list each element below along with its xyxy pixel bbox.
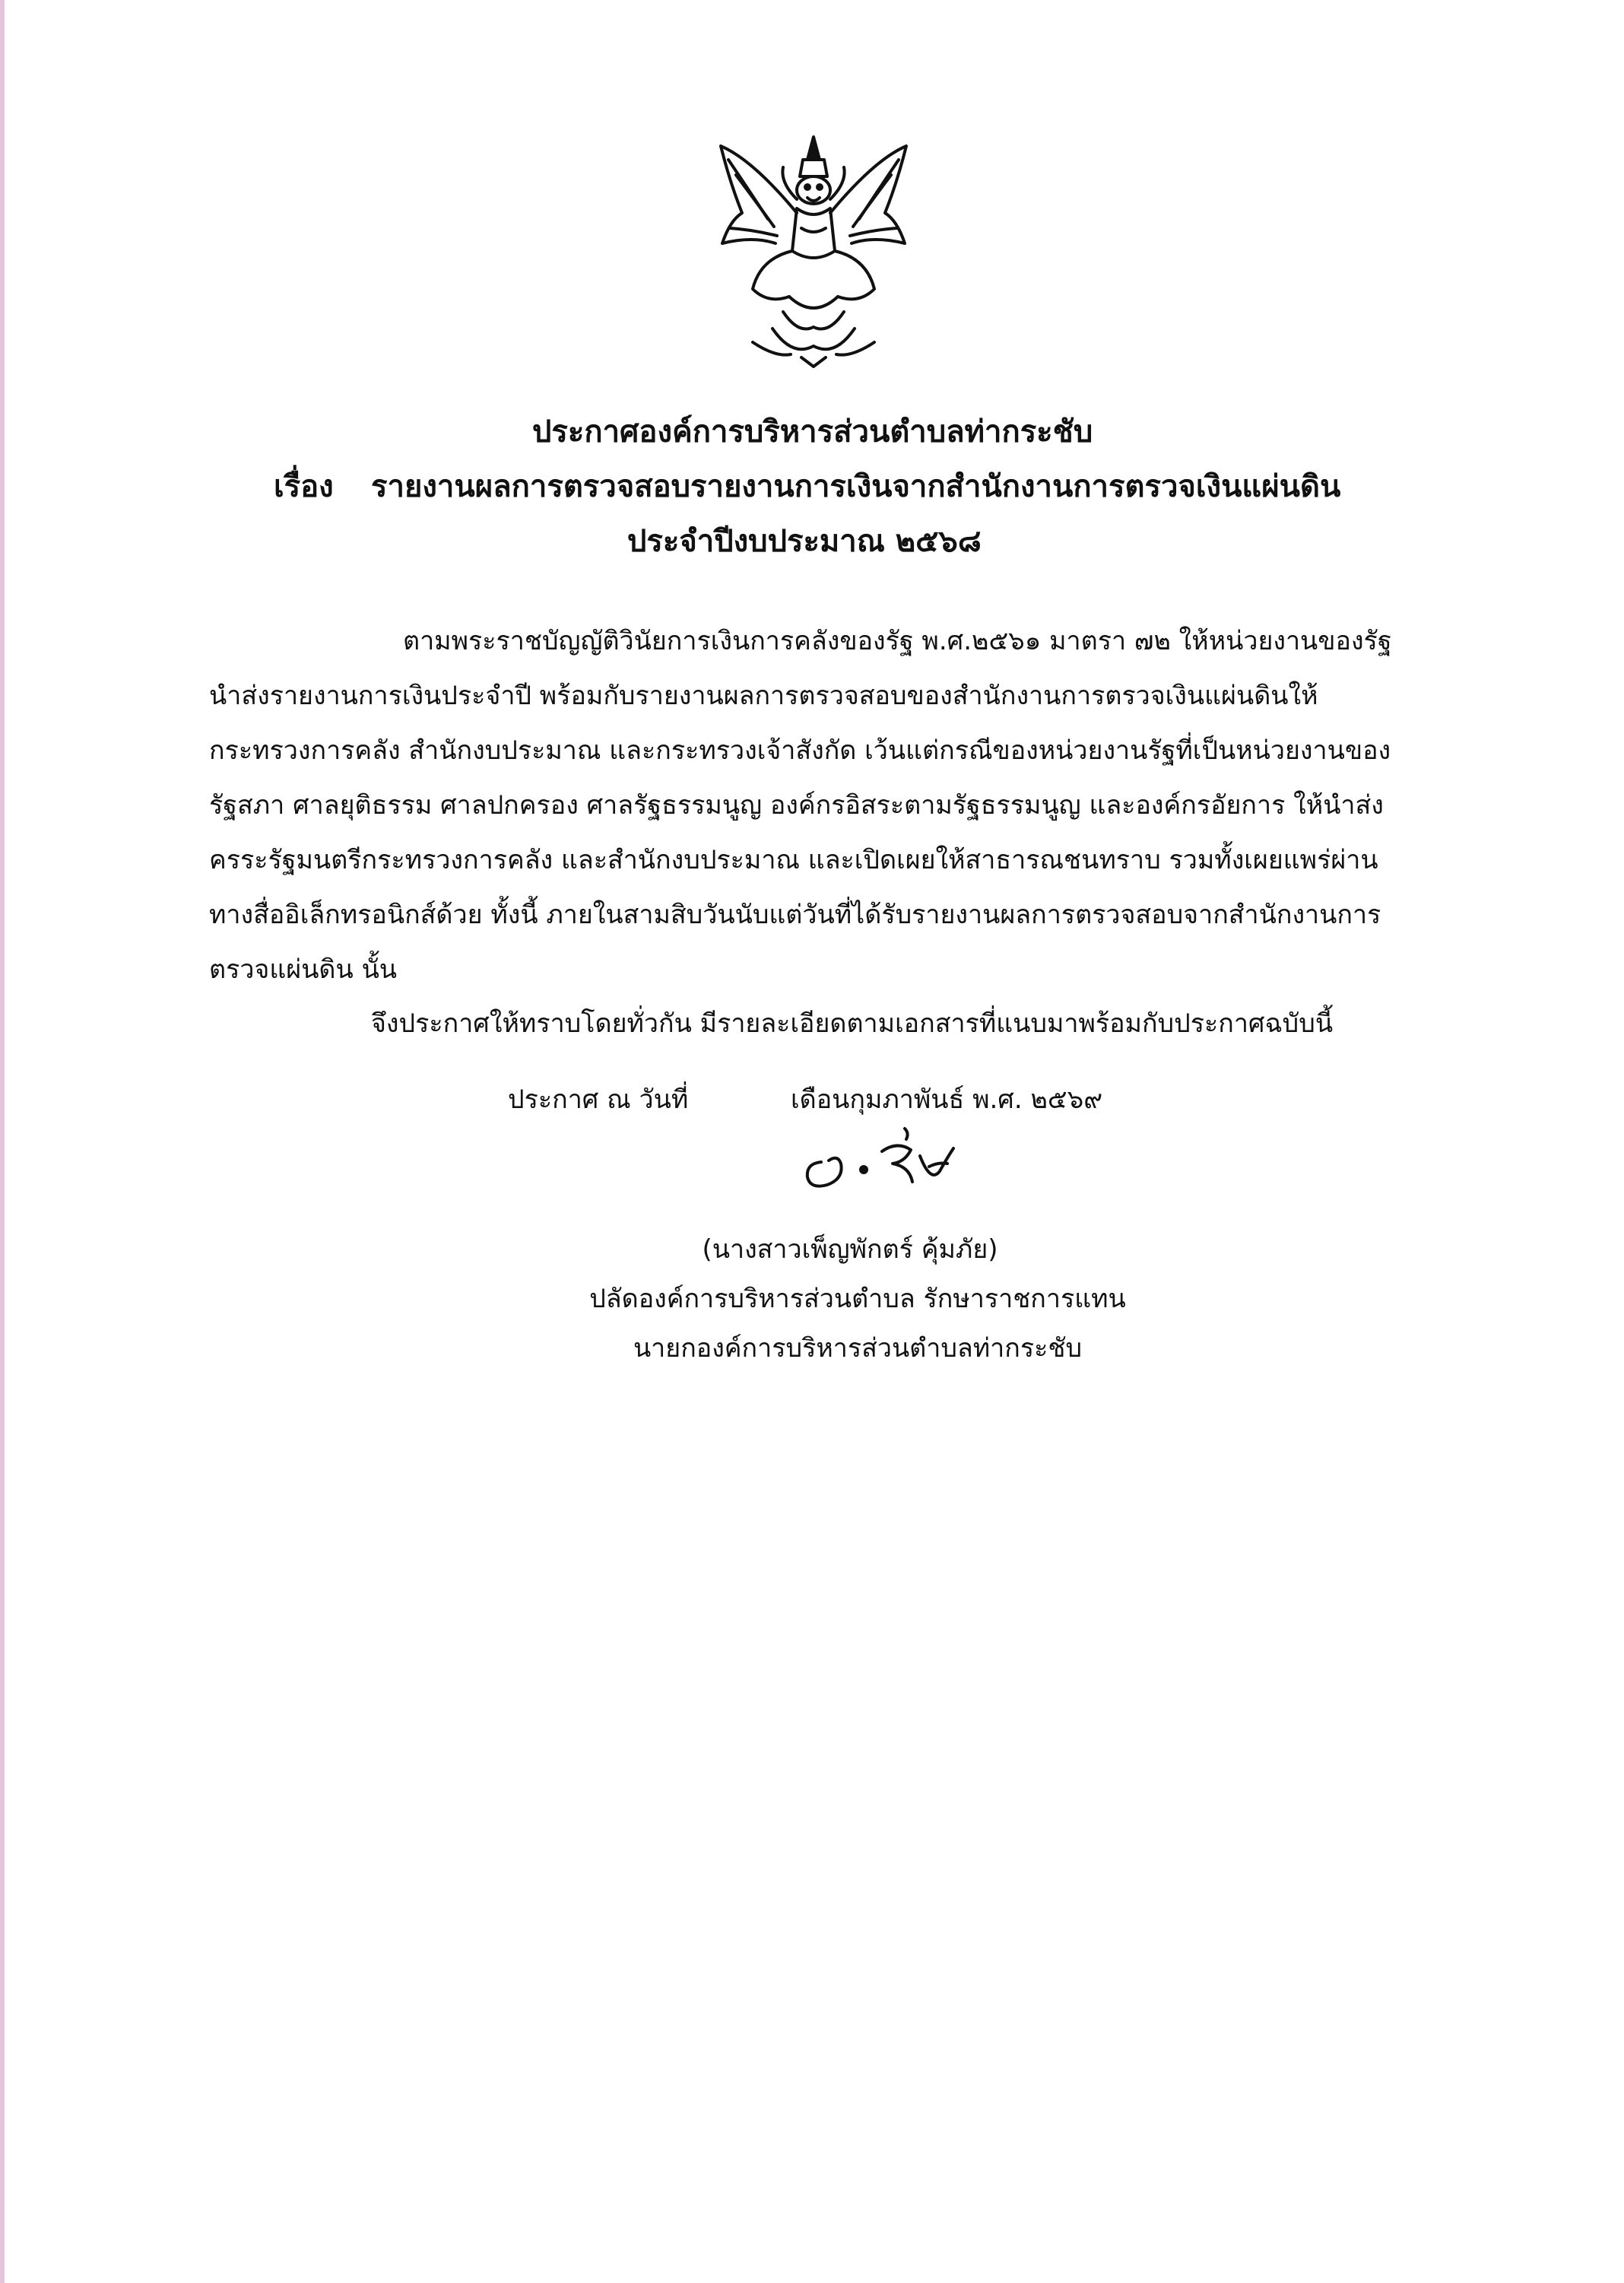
announcement-title: ประกาศองค์การบริหารส่วนตำบลท่ากระชับ — [532, 414, 1093, 449]
body-line: กระทรวงการคลัง สำนักงบประมาณ และกระทรวงเจ้าสังกัด เว้นแต่กรณีของหน่วยงานรัฐที่เป็นหน่วยงานของ — [209, 735, 1391, 766]
body-line: ครระรัฐมนตรีกระทรวงการคลัง และสำนักงบประมาณ และเปิดเผยให้สาธารณชนทราบ รวมทั้งเผยแพร่ผ่าน — [209, 845, 1378, 875]
body-line: ทางสื่ออิเล็กทรอนิกส์ด้วย ทั้งนี้ ภายในสามสิบวันนับแต่วันที่ได้รับรายงานผลการตรวจสอบจากสำนักงานการ — [209, 900, 1381, 930]
body-line: นำส่งรายงานการเงินประจำปี พร้อมกับรายงานผลการตรวจสอบของสำนักงานการตรวจเงินแผ่นดินให้ — [209, 681, 1318, 711]
subject-label: เรื่อง — [274, 469, 334, 504]
handwritten-signature-icon — [791, 1118, 966, 1202]
signatory-name-row — [0, 1228, 1624, 1269]
fiscal-year: ประจำปีงบประมาณ ๒๕๖๘ — [627, 524, 982, 559]
garuda-emblem-icon — [707, 129, 920, 373]
body-line: ตามพระราชบัญญัติวินัยการเงินการคลังของรัฐ พ.ศ.๒๕๖๑ มาตรา ๗๒ ให้หน่วยงานของรัฐ — [403, 626, 1392, 656]
body-line: ตรวจแผ่นดิน นั้น — [209, 954, 398, 985]
closing-statement: จึงประกาศให้ทราบโดยทั่วกัน มีรายละเอียดตามเอกสารที่แนบมาพร้อมกับประกาศฉบับนี้ — [371, 1008, 1334, 1039]
signatory-title-line-2: นายกองค์การบริหารส่วนตำบลท่ากระชับ — [633, 1333, 1083, 1364]
signatory-title-row-2 — [0, 1327, 1624, 1368]
date-prefix: ประกาศ ณ วันที่ — [508, 1084, 689, 1115]
page-edge-decoration — [0, 0, 5, 2283]
body-line: รัฐสภา ศาลยุติธรรม ศาลปกครอง ศาลรัฐธรรมนูญ องค์กรอิสระตามรัฐธรรมนูญ และองค์กรอัยการ ให้นำส่ง — [209, 790, 1384, 821]
signatory-title-line-1: ปลัดองค์การบริหารส่วนตำบล รักษาราชการแทน — [589, 1284, 1126, 1314]
subject-text: รายงานผลการตรวจสอบรายงานการเงินจากสำนักงานการตรวจเงินแผ่นดิน — [371, 469, 1341, 504]
signatory-title-row-1 — [0, 1278, 1624, 1319]
date-month-year: เดือนกุมภาพันธ์ พ.ศ. ๒๕๖๙ — [791, 1084, 1103, 1115]
signatory-name: (นางสาวเพ็ญพักตร์ คุ้มภัย) — [702, 1234, 998, 1265]
